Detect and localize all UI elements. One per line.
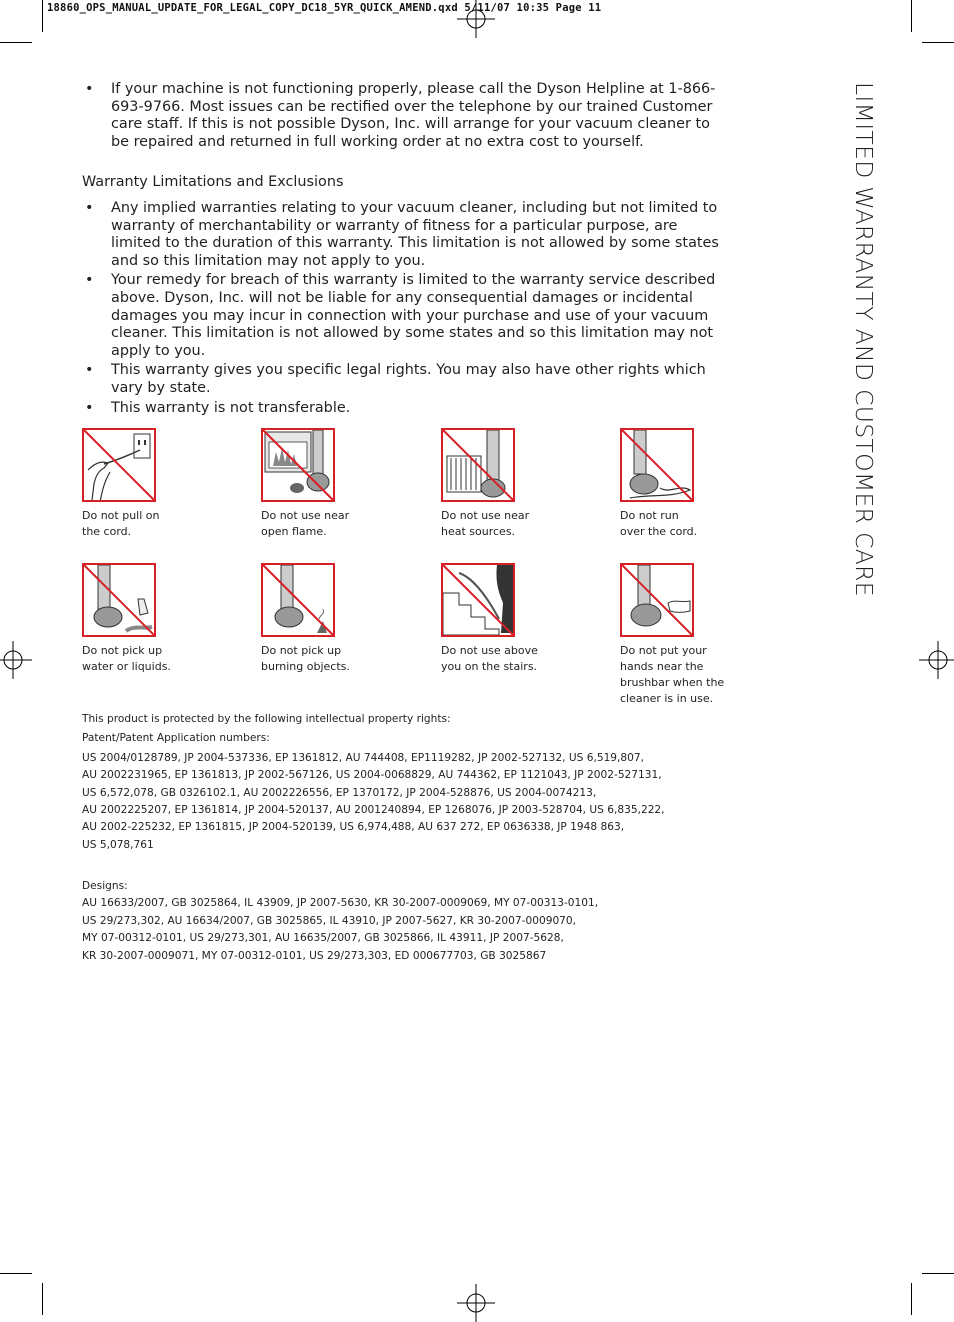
warning-pull-cord: [82, 428, 232, 540]
crop-mark: [922, 42, 954, 43]
registration-mark-icon: [457, 1284, 495, 1322]
list-item: • Your remedy for breach of this warranty is limited to the warranty service described above. Dyson, Inc. will not be liable for any consequential damages or incidental damages you may incur in connection with your purchase and use of your vacuum cleaner. This limitation is not allowed by some states and so this limitation may not apply to you.: [82, 272, 722, 360]
design-line: US 29/273,302, AU 16634/2007, GB 3025865, IL 43910, JP 2007-5627, KR 30-2007-0009070,: [82, 914, 577, 927]
limitations-heading: Warranty Limitations and Exclusions: [82, 174, 344, 190]
heat-source-icon: [441, 428, 515, 502]
warning-brushbar-hands: [620, 563, 770, 707]
warning-caption: Do not pick up burning objects.: [261, 644, 350, 673]
registration-mark-icon: [919, 641, 954, 679]
intro-bullet-list: [82, 81, 722, 151]
warning-caption: Do not use above you on the stairs.: [441, 644, 538, 673]
warning-water-liquids: [82, 563, 232, 675]
warning-caption: Do not run over the cord.: [620, 509, 698, 538]
warning-caption: Do not use near heat sources.: [441, 509, 530, 538]
crop-mark: [42, 0, 43, 32]
limitations-bullet-list: [82, 200, 722, 417]
patent-line: US 6,572,078, GB 0326102.1, AU 2002226556, EP 1370172, JP 2004-528876, US 2004-0074213,: [82, 786, 597, 799]
warning-caption: Do not pull on the cord.: [82, 509, 160, 538]
list-item: • If your machine is not functioning properly, please call the Dyson Helpline at 1-866-693-9766. Most issues can be rectified over the telephone by our trained Customer care staff. If this is not possible Dyson, Inc. will arrange for your vacuum cleaner to be repaired and returned in full working order at no extra cost to yourself.: [82, 81, 722, 151]
crop-mark: [922, 1273, 954, 1274]
design-line: AU 16633/2007, GB 3025864, IL 43909, JP 2007-5630, KR 30-2007-0009069, MY 07-00313-0101,: [82, 897, 599, 910]
burning-objects-icon: [261, 563, 335, 637]
patent-line: US 5,078,761: [82, 838, 154, 851]
section-side-title: LIMITED WARRANTY AND CUSTOMER CARE: [850, 82, 878, 597]
warning-run-over-cord: [620, 428, 770, 540]
patent-line: US 2004/0128789, JP 2004-537336, EP 1361812, AU 744408, EP1119282, JP 2002-527132, US 6,519,807,: [82, 751, 645, 764]
brushbar-hands-icon: [620, 563, 694, 637]
patent-line: AU 2002225207, EP 1361814, JP 2004-520137, AU 2001240894, EP 1268076, JP 2003-528704, US 6,835,222,: [82, 804, 665, 817]
list-item: • Any implied warranties relating to your vacuum cleaner, including but not limited to warranty of merchantability or warranty of fitness for a particular purpose, are limited to the duration of this warranty. This limitation is not allowed by some states and so this limitation may not apply to you.: [82, 200, 722, 270]
warning-caption: Do not put your hands near the brushbar when the cleaner is in use.: [620, 644, 725, 705]
water-liquids-icon: [82, 563, 156, 637]
warning-burning-objects: [261, 563, 411, 675]
crop-mark: [0, 1273, 32, 1274]
design-line: KR 30-2007-0009071, MY 07-00312-0101, US 29/273,303, ED 000677703, GB 3025867: [82, 949, 547, 962]
warning-caption: Do not use near open flame.: [261, 509, 350, 538]
warning-caption: Do not pick up water or liquids.: [82, 644, 171, 673]
crop-mark: [911, 0, 912, 32]
warning-open-flame: [261, 428, 411, 540]
open-flame-icon: [261, 428, 335, 502]
run-over-cord-icon: [620, 428, 694, 502]
warning-heat-sources: [441, 428, 591, 540]
patent-heading: Patent/Patent Application numbers:: [82, 732, 270, 745]
registration-mark-icon: [0, 641, 32, 679]
patent-line: AU 2002231965, EP 1361813, JP 2002-567126, US 2004-0068829, AU 744362, EP 1121043, JP 2002-527131,: [82, 769, 662, 782]
design-line: MY 07-00312-0101, US 29/273,301, AU 16635/2007, GB 3025866, IL 43911, JP 2007-5628,: [82, 932, 564, 945]
file-slug-line: 18860_OPS_MANUAL_UPDATE_FOR_LEGAL_COPY_DC18_5YR_QUICK_AMEND.qxd 5/11/07 10:35 Page 11: [47, 2, 602, 14]
ip-intro: This product is protected by the following intellectual property rights:: [82, 713, 451, 725]
list-item: • This warranty is not transferable.: [82, 400, 722, 418]
crop-mark: [0, 42, 32, 43]
crop-mark: [42, 1283, 43, 1315]
patent-line: AU 2002-225232, EP 1361815, JP 2004-520139, US 6,974,488, AU 637 272, EP 0636338, JP 1948 863,: [82, 821, 625, 834]
designs-section: [82, 878, 722, 965]
crop-mark: [911, 1283, 912, 1315]
pull-cord-icon: [82, 428, 156, 502]
registration-mark-icon: [457, 0, 495, 38]
ip-rights-section: [82, 711, 722, 854]
designs-heading: Designs:: [82, 880, 128, 892]
stairs-icon: [441, 563, 515, 637]
list-item: • This warranty gives you specific legal rights. You may also have other rights which vary by state.: [82, 362, 722, 397]
warning-stairs: [441, 563, 591, 675]
